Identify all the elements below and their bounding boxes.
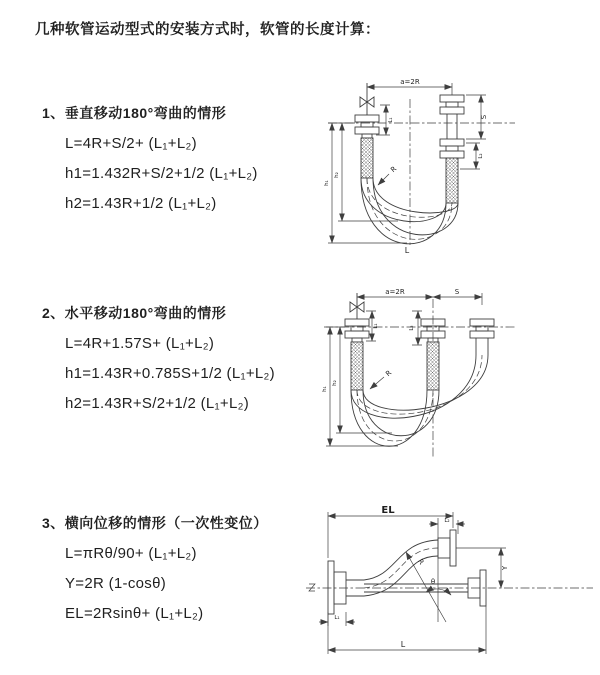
formula-line: h1=1.432R+S/2+1/2 (L₁+L₂) — [65, 165, 258, 182]
hose-u-bend — [351, 355, 488, 446]
section-2-heading: 2、水平移动180°弯曲的情形 — [42, 305, 227, 321]
formula-line: h2=1.43R+S/2+1/2 (L₁+L₂) — [65, 395, 250, 412]
left-fitting — [355, 115, 379, 178]
dim-label-stroke: S — [454, 288, 460, 296]
dim-label-radius: R — [384, 368, 394, 379]
formula-line: L=4R+1.57S+ (L₁+L₂) — [65, 335, 215, 352]
diagram-vertical-180-bend — [310, 75, 600, 255]
left-fitting — [345, 319, 369, 390]
dim-label-radius: R — [389, 164, 399, 175]
section-horizontal-move — [42, 303, 275, 419]
dim-label-l1: L₁ — [373, 323, 379, 329]
dim-label-stroke: S — [480, 114, 488, 120]
hose-u-bend — [361, 178, 458, 244]
diagram-lateral-displacement — [298, 500, 598, 675]
dimensions — [319, 512, 506, 654]
left-flange — [328, 561, 364, 614]
dim-label-el: EL — [381, 505, 395, 516]
dim-label-l2: L₂ — [444, 518, 450, 524]
formula-line: Y=2R (1-cosθ) — [65, 575, 167, 592]
page-title: 几种软管运动型式的安装方式时，软管的长度计算： — [35, 22, 380, 38]
drawing-lines — [328, 83, 515, 247]
braided-hose — [361, 138, 373, 178]
formula-line: L=πRθ/90+ (L₁+L₂) — [65, 545, 197, 562]
braided-hose — [446, 158, 458, 203]
section-lateral-displacement — [42, 513, 268, 629]
dim-label-h1: h₁ — [322, 386, 328, 392]
drawing-lines — [324, 293, 515, 457]
hose-s-curve — [364, 540, 438, 596]
braided-hose — [427, 342, 439, 390]
formula-line: h2=1.43R+1/2 (L₁+L₂) — [65, 195, 217, 212]
dim-label-h2: h₂ — [334, 172, 340, 178]
dim-label-h2: h₂ — [332, 380, 338, 386]
dim-label-length: L — [404, 246, 410, 255]
section-1-heading: 1、垂直移动180°弯曲的情形 — [42, 105, 227, 121]
formula-line: L=4R+S/2+ (L₁+L₂) — [65, 135, 197, 152]
dim-label-span: a=2R — [385, 288, 405, 296]
dim-label-theta: θ — [430, 578, 436, 586]
dim-label-l2: L₂ — [409, 325, 415, 331]
drawing-lines — [306, 530, 593, 614]
formula-line: h1=1.43R+0.785S+1/2 (L₁+L₂) — [65, 365, 275, 382]
formula-line: EL=2Rsinθ+ (L₁+L₂) — [65, 605, 204, 622]
right-fitting — [440, 95, 464, 203]
dim-label-l1: L₁ — [334, 615, 340, 621]
middle-fitting — [421, 319, 445, 390]
dim-label-h1: h₁ — [324, 180, 330, 186]
section-vertical-move — [42, 103, 258, 219]
diagram-horizontal-180-bend — [310, 285, 600, 465]
break-mark-icon — [309, 584, 315, 591]
dimensions — [326, 293, 482, 446]
moved-fitting-outline — [470, 319, 494, 355]
displaced-flange — [438, 530, 456, 566]
braided-hose — [351, 342, 363, 390]
section-3-heading: 3、横向位移的情形（一次性变位） — [42, 515, 268, 531]
dim-label-span: a=2R — [400, 78, 420, 86]
dim-label-l1: L₁ — [388, 117, 394, 123]
dim-label-length: L — [400, 640, 406, 649]
dim-label-l2: L₂ — [478, 153, 484, 159]
dim-label-y: Y — [501, 565, 509, 571]
dim-label-radius: R — [415, 557, 426, 567]
